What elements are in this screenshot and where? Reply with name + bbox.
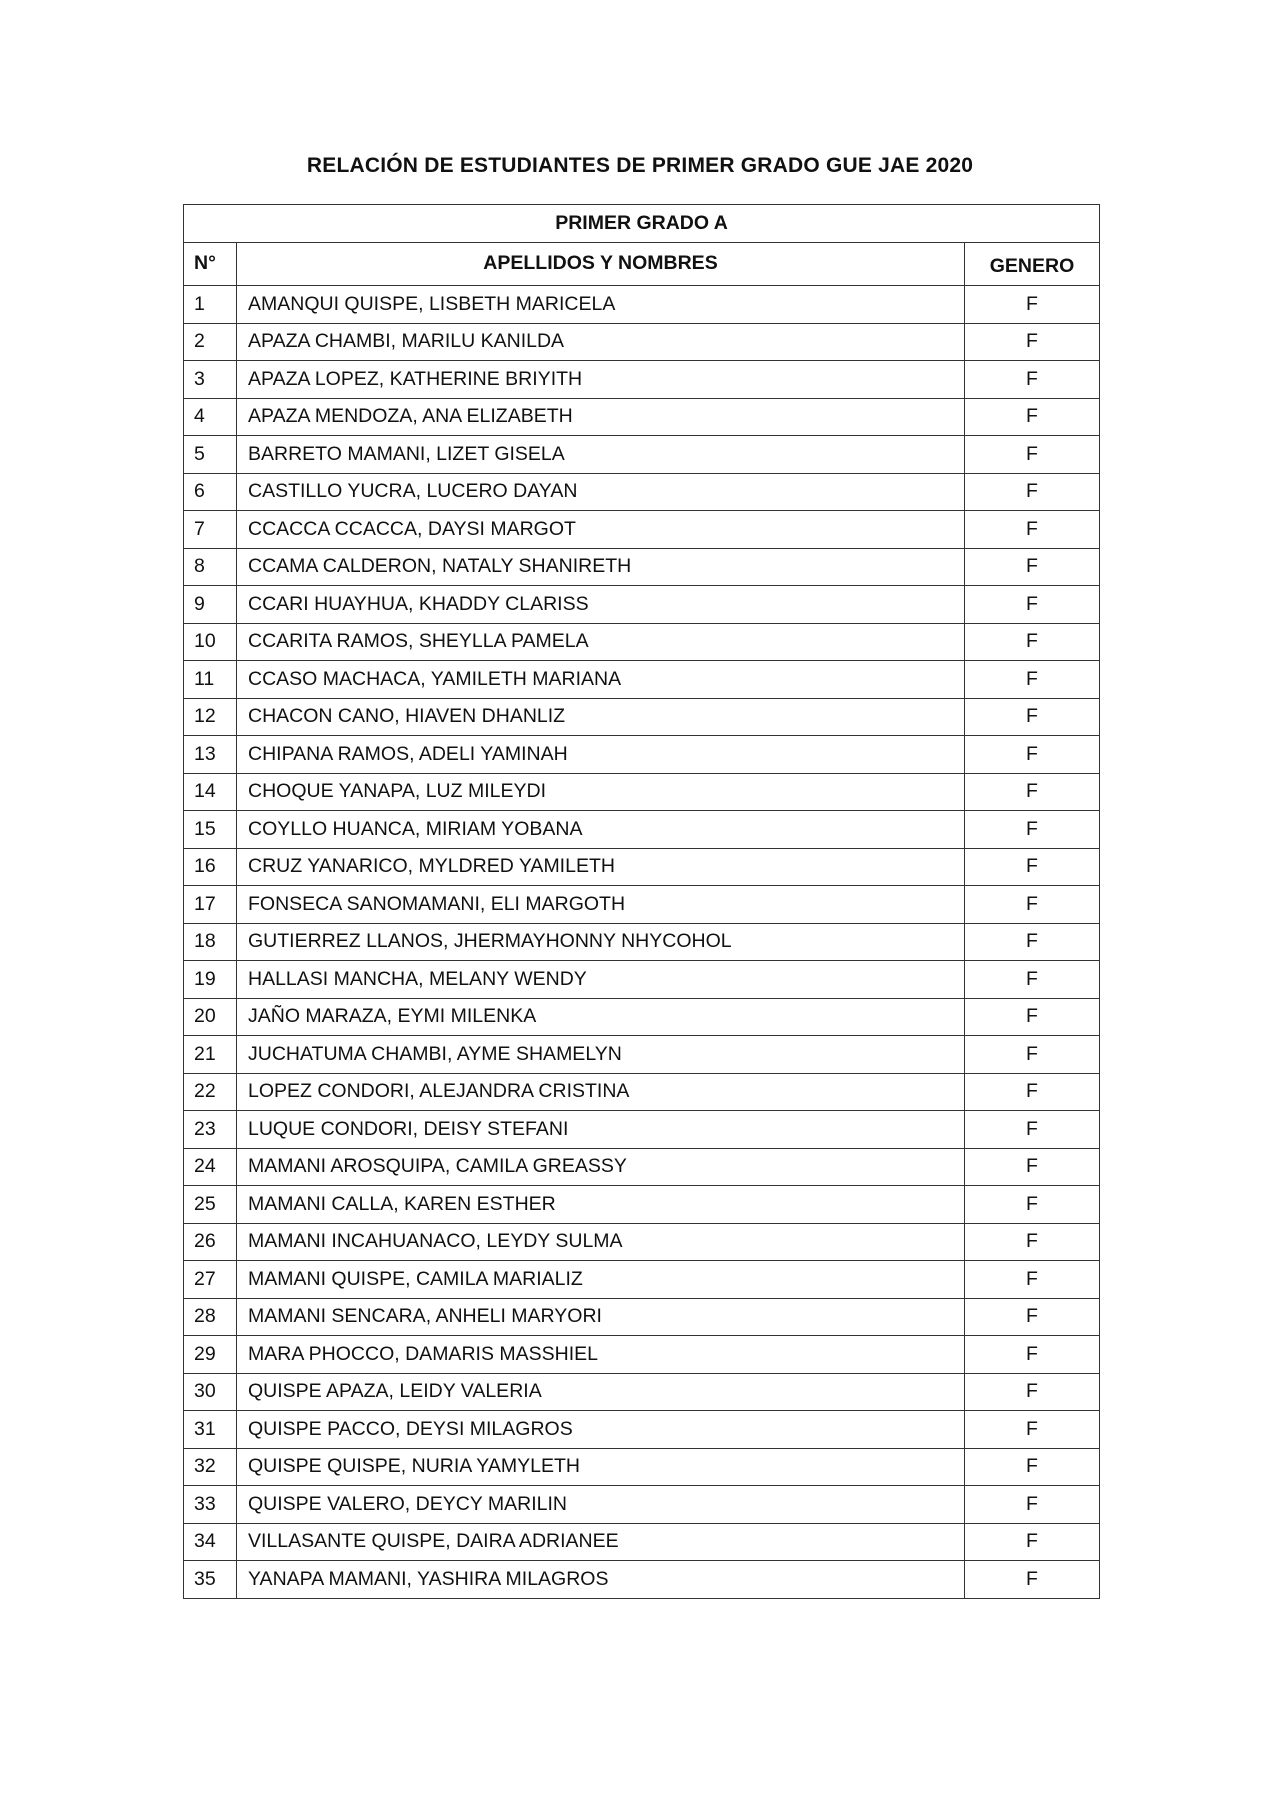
student-gender: F — [965, 661, 1100, 699]
student-name: CHOQUE YANAPA, LUZ MILEYDI — [237, 773, 965, 811]
student-gender: F — [965, 1261, 1100, 1299]
row-number: 15 — [184, 811, 237, 849]
row-number: 29 — [184, 1336, 237, 1374]
row-number: 26 — [184, 1223, 237, 1261]
row-number: 35 — [184, 1561, 237, 1599]
student-name: CRUZ YANARICO, MYLDRED YAMILETH — [237, 848, 965, 886]
section-title: PRIMER GRADO A — [184, 205, 1100, 243]
row-number: 14 — [184, 773, 237, 811]
student-gender: F — [965, 1148, 1100, 1186]
student-gender: F — [965, 623, 1100, 661]
table-row — [184, 1373, 1100, 1411]
table-row — [184, 848, 1100, 886]
table-row — [184, 998, 1100, 1036]
student-gender: F — [965, 1486, 1100, 1524]
row-number: 1 — [184, 286, 237, 324]
table-row — [184, 286, 1100, 324]
student-name: MAMANI INCAHUANACO, LEYDY SULMA — [237, 1223, 965, 1261]
table-row — [184, 623, 1100, 661]
row-number: 6 — [184, 473, 237, 511]
table-row — [184, 736, 1100, 774]
row-number: 19 — [184, 961, 237, 999]
student-gender: F — [965, 1298, 1100, 1336]
column-header-number: N° — [184, 242, 237, 286]
row-number: 33 — [184, 1486, 237, 1524]
student-gender: F — [965, 848, 1100, 886]
row-number: 4 — [184, 398, 237, 436]
row-number: 23 — [184, 1111, 237, 1149]
student-name: MAMANI CALLA, KAREN ESTHER — [237, 1186, 965, 1224]
table-row — [184, 886, 1100, 924]
row-number: 31 — [184, 1411, 237, 1449]
table-row — [184, 661, 1100, 699]
student-gender: F — [965, 773, 1100, 811]
table-row — [184, 1486, 1100, 1524]
student-gender: F — [965, 398, 1100, 436]
student-name: APAZA LOPEZ, KATHERINE BRIYITH — [237, 361, 965, 399]
row-number: 30 — [184, 1373, 237, 1411]
student-name: QUISPE QUISPE, NURIA YAMYLETH — [237, 1448, 965, 1486]
table-row — [184, 511, 1100, 549]
row-number: 28 — [184, 1298, 237, 1336]
student-gender: F — [965, 548, 1100, 586]
row-number: 3 — [184, 361, 237, 399]
student-gender: F — [965, 998, 1100, 1036]
student-name: CHIPANA RAMOS, ADELI YAMINAH — [237, 736, 965, 774]
table-row — [184, 1411, 1100, 1449]
table-row — [184, 811, 1100, 849]
student-gender: F — [965, 361, 1100, 399]
row-number: 2 — [184, 323, 237, 361]
table-row — [184, 1186, 1100, 1224]
row-number: 32 — [184, 1448, 237, 1486]
student-name: MAMANI SENCARA, ANHELI MARYORI — [237, 1298, 965, 1336]
row-number: 20 — [184, 998, 237, 1036]
row-number: 18 — [184, 923, 237, 961]
row-number: 9 — [184, 586, 237, 624]
student-gender: F — [965, 736, 1100, 774]
student-gender: F — [965, 1111, 1100, 1149]
table-row — [184, 1261, 1100, 1299]
table-row — [184, 1148, 1100, 1186]
row-number: 7 — [184, 511, 237, 549]
student-gender: F — [965, 1448, 1100, 1486]
table-row — [184, 1561, 1100, 1599]
student-name: QUISPE PACCO, DEYSI MILAGROS — [237, 1411, 965, 1449]
table-row — [184, 961, 1100, 999]
table-row — [184, 323, 1100, 361]
row-number: 27 — [184, 1261, 237, 1299]
page-title: RELACIÓN DE ESTUDIANTES DE PRIMER GRADO GUE JAE 2020 — [306, 154, 974, 177]
table-row — [184, 436, 1100, 474]
student-name: CCASO MACHACA, YAMILETH MARIANA — [237, 661, 965, 699]
student-name: MAMANI AROSQUIPA, CAMILA GREASSY — [237, 1148, 965, 1186]
student-gender: F — [965, 436, 1100, 474]
student-name: CCACCA CCACCA, DAYSI MARGOT — [237, 511, 965, 549]
column-header-row — [184, 242, 1100, 286]
row-number: 5 — [184, 436, 237, 474]
student-name: QUISPE VALERO, DEYCY MARILIN — [237, 1486, 965, 1524]
student-gender: F — [965, 1411, 1100, 1449]
table-row — [184, 473, 1100, 511]
student-name: COYLLO HUANCA, MIRIAM YOBANA — [237, 811, 965, 849]
student-gender: F — [965, 1523, 1100, 1561]
student-gender: F — [965, 923, 1100, 961]
row-number: 12 — [184, 698, 237, 736]
student-name: GUTIERREZ LLANOS, JHERMAYHONNY NHYCOHOL — [237, 923, 965, 961]
student-gender: F — [965, 1073, 1100, 1111]
student-name: JUCHATUMA CHAMBI, AYME SHAMELYN — [237, 1036, 965, 1074]
table-row — [184, 1448, 1100, 1486]
student-gender: F — [965, 811, 1100, 849]
table-row — [184, 548, 1100, 586]
student-gender: F — [965, 323, 1100, 361]
student-name: AMANQUI QUISPE, LISBETH MARICELA — [237, 286, 965, 324]
student-gender: F — [965, 1223, 1100, 1261]
table-row — [184, 361, 1100, 399]
student-name: LUQUE CONDORI, DEISY STEFANI — [237, 1111, 965, 1149]
student-gender: F — [965, 886, 1100, 924]
student-name: MAMANI QUISPE, CAMILA MARIALIZ — [237, 1261, 965, 1299]
student-gender: F — [965, 1036, 1100, 1074]
table-row — [184, 1111, 1100, 1149]
student-table — [183, 204, 1100, 1599]
column-header-name: APELLIDOS Y NOMBRES — [237, 242, 965, 286]
student-gender: F — [965, 473, 1100, 511]
student-name: CCAMA CALDERON, NATALY SHANIRETH — [237, 548, 965, 586]
student-gender: F — [965, 586, 1100, 624]
student-name: LOPEZ CONDORI, ALEJANDRA CRISTINA — [237, 1073, 965, 1111]
student-gender: F — [965, 1373, 1100, 1411]
table-row — [184, 398, 1100, 436]
student-name: VILLASANTE QUISPE, DAIRA ADRIANEE — [237, 1523, 965, 1561]
row-number: 17 — [184, 886, 237, 924]
student-name: BARRETO MAMANI, LIZET GISELA — [237, 436, 965, 474]
student-gender: F — [965, 1561, 1100, 1599]
student-name: JAÑO MARAZA, EYMI MILENKA — [237, 998, 965, 1036]
student-name: CCARI HUAYHUA, KHADDY CLARISS — [237, 586, 965, 624]
table-row — [184, 1336, 1100, 1374]
student-gender: F — [965, 1336, 1100, 1374]
row-number: 8 — [184, 548, 237, 586]
table-row — [184, 586, 1100, 624]
student-gender: F — [965, 698, 1100, 736]
student-name: FONSECA SANOMAMANI, ELI MARGOTH — [237, 886, 965, 924]
table-row — [184, 773, 1100, 811]
student-name: CCARITA RAMOS, SHEYLLA PAMELA — [237, 623, 965, 661]
row-number: 22 — [184, 1073, 237, 1111]
row-number: 13 — [184, 736, 237, 774]
row-number: 16 — [184, 848, 237, 886]
section-header-row — [184, 205, 1100, 243]
table-row — [184, 1523, 1100, 1561]
student-name: MARA PHOCCO, DAMARIS MASSHIEL — [237, 1336, 965, 1374]
student-gender: F — [965, 961, 1100, 999]
student-name: APAZA MENDOZA, ANA ELIZABETH — [237, 398, 965, 436]
row-number: 11 — [184, 661, 237, 699]
row-number: 21 — [184, 1036, 237, 1074]
row-number: 10 — [184, 623, 237, 661]
student-gender: F — [965, 511, 1100, 549]
student-name: CHACON CANO, HIAVEN DHANLIZ — [237, 698, 965, 736]
table-row — [184, 1298, 1100, 1336]
row-number: 24 — [184, 1148, 237, 1186]
row-number: 25 — [184, 1186, 237, 1224]
column-header-gender: GENERO — [965, 242, 1100, 286]
student-gender: F — [965, 286, 1100, 324]
student-name: CASTILLO YUCRA, LUCERO DAYAN — [237, 473, 965, 511]
student-rows — [184, 286, 1100, 1599]
table-row — [184, 1073, 1100, 1111]
student-gender: F — [965, 1186, 1100, 1224]
student-name: QUISPE APAZA, LEIDY VALERIA — [237, 1373, 965, 1411]
table-row — [184, 923, 1100, 961]
table-row — [184, 1223, 1100, 1261]
table-row — [184, 1036, 1100, 1074]
student-name: HALLASI MANCHA, MELANY WENDY — [237, 961, 965, 999]
student-name: APAZA CHAMBI, MARILU KANILDA — [237, 323, 965, 361]
row-number: 34 — [184, 1523, 237, 1561]
table-row — [184, 698, 1100, 736]
student-name: YANAPA MAMANI, YASHIRA MILAGROS — [237, 1561, 965, 1599]
